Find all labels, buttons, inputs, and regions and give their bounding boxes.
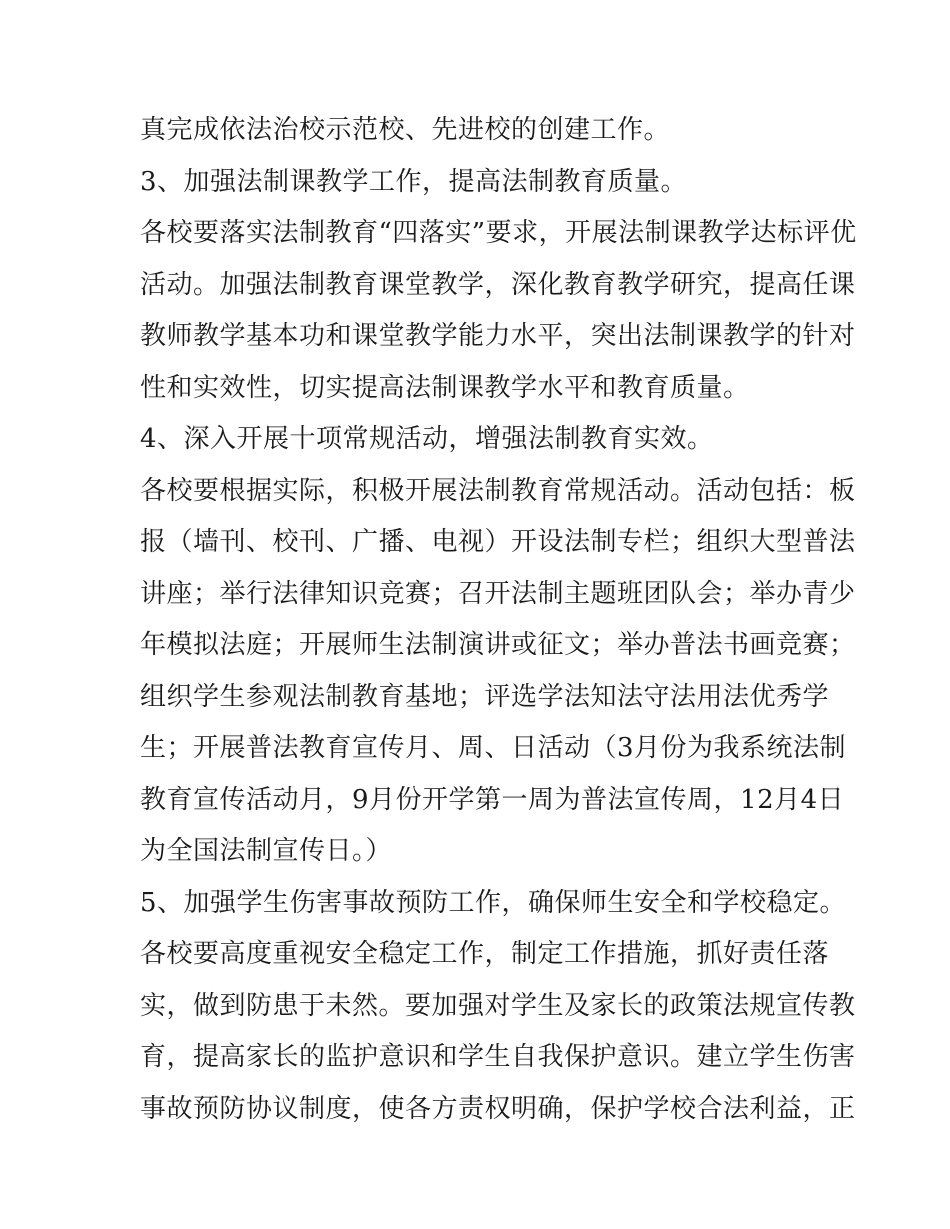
text-line: 为全国法制宣传日。） bbox=[140, 836, 393, 866]
text-line: 教育宣传活动月，9月份开学第一周为普法宣传周，12月4日 bbox=[140, 784, 845, 815]
text-line: 各校要根据实际，积极开展法制教育常规活动。活动包括：板 bbox=[140, 475, 856, 506]
text-line: 各校要落实法制教育“四落实”要求，开展法制课教学达标评优 bbox=[140, 218, 857, 248]
text-line: 活动。加强法制教育课堂教学，深化教育教学研究，提高任课 bbox=[140, 269, 856, 300]
text-line: 育，提高家长的监护意识和学生自我保护意识。建立学生伤害 bbox=[140, 1042, 856, 1072]
text-line: 年模拟法庭；开展师生法制演讲或征文；举办普法书画竞赛； bbox=[140, 630, 856, 660]
section-heading-3: 3、加强法制课教学工作，提高法制教育质量。 bbox=[140, 166, 688, 197]
section-heading-5: 5、加强学生伤害事故预防工作，确保师生安全和学校稳定。 bbox=[140, 887, 847, 918]
text-line: 生；开展普法教育宣传月、周、日活动（3月份为我系统法制 bbox=[140, 733, 847, 763]
text-line: 组织学生参观法制教育基地；评选学法知法守法用法优秀学 bbox=[140, 681, 830, 712]
text-line: 教师教学基本功和课堂教学能力水平，突出法制课教学的针对 bbox=[140, 321, 856, 351]
text-line: 性和实效性，切实提高法制课教学水平和教育质量。 bbox=[140, 372, 750, 403]
text-line: 各校要高度重视安全稳定工作，制定工作措施，抓好责任落 bbox=[140, 939, 830, 969]
text-line: 报（墙刊、校刊、广播、电视）开设法制专栏；组织大型普法 bbox=[140, 527, 856, 557]
section-heading-4: 4、深入开展十项常规活动，增强法制教育实效。 bbox=[140, 424, 714, 454]
text-line: 实，做到防患于未然。要加强对学生及家长的政策法规宣传教 bbox=[140, 990, 856, 1021]
text-line: 事故预防协议制度，使各方责权明确，保护学校合法利益，正 bbox=[140, 1093, 856, 1124]
text-line: 真完成依法治校示范校、先进校的创建工作。 bbox=[140, 115, 671, 145]
body-text bbox=[140, 105, 857, 1135]
text-line: 讲座；举行法律知识竞赛；召开法制主题班团队会；举办青少 bbox=[140, 578, 856, 609]
